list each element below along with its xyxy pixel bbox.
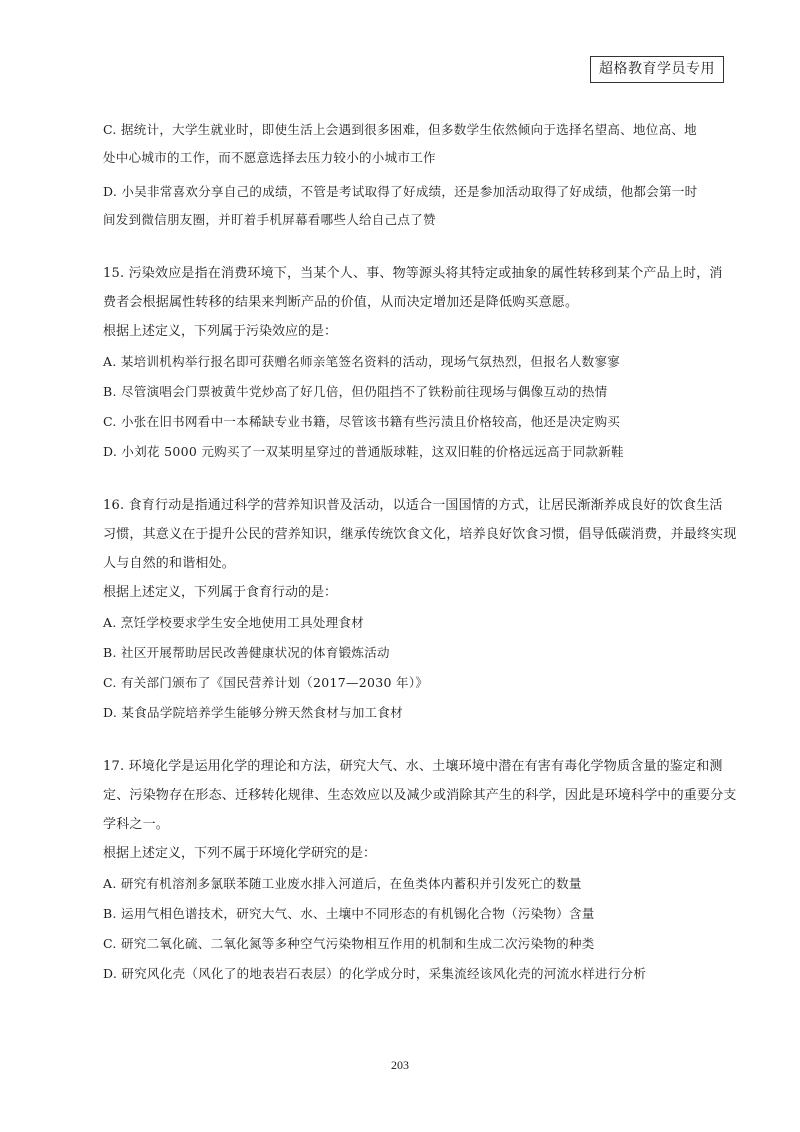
- carryover-options: [103, 120, 723, 230]
- option-line: 处中心城市的工作，而不愿意选择去压力较小的小城市工作: [103, 150, 436, 165]
- stem-line: 习惯，其意义在于提升公民的营养知识，继承传统饮食文化，培养良好饮食习惯，倡导低碳消费，并最终实现: [103, 527, 737, 542]
- option-d: D. 小刘花 5000 元购买了一双某明星穿过的普通版球鞋，这双旧鞋的价格远远高于同款新鞋: [103, 444, 624, 459]
- option-d: D. 某食品学院培养学生能够分辨天然食材与加工食材: [103, 705, 404, 720]
- stem-line: 16. 食育行动是指通过科学的营养知识普及活动，以适合一国国情的方式，让居民渐渐养成良好的饮食生活: [103, 498, 723, 513]
- option-b: B. 运用气相色谱技术，研究大气、水、土壤中不同形态的有机锡化合物（污染物）含量: [103, 906, 595, 921]
- question-16: [103, 496, 737, 723]
- stem-line: 人与自然的和谐相处。: [103, 556, 236, 571]
- question-stem: [103, 757, 737, 835]
- option-a: A. 某培训机构举行报名即可获赠名师亲笔签名资料的活动，现场气氛热烈，但报名人数寥寥: [103, 354, 621, 369]
- stem-line: 学科之一。: [103, 817, 170, 832]
- option-line: C. 据统计，大学生就业时，即使生活上会遇到很多困难，但多数学生依然倾向于选择名望高、地位高、地: [103, 122, 697, 137]
- option-a: A. 研究有机溶剂多氯联苯随工业废水排入河道后，在鱼类体内蓄积并引发死亡的数量: [103, 876, 582, 891]
- question-stem: [103, 496, 737, 574]
- option-c: C. 小张在旧书网看中一本稀缺专业书籍，尽管该书籍有些污渍且价格较高，他还是决定购买: [103, 414, 621, 429]
- question-prompt: 根据上述定义，下列属于污染效应的是：: [103, 324, 338, 339]
- page-number: 203: [391, 1058, 409, 1072]
- option-d: D. 研究风化壳（风化了的地表岩石表层）的化学成分时，采集流经该风化壳的河流水样进行分析: [103, 966, 647, 981]
- option-c: C. 有关部门颁布了《国民营养计划（2017—2030 年）》: [103, 675, 429, 690]
- stem-line: 费者会根据属性转移的结果来判断产品的价值，从而决定增加还是降低购买意愿。: [103, 295, 579, 310]
- question-prompt: 根据上述定义，下列不属于环境化学研究的是：: [103, 846, 377, 861]
- question-stem: [103, 264, 723, 313]
- stem-line: 17. 环境化学是运用化学的理论和方法，研究大气、水、土壤环境中潜在有害有毒化学物质含量的鉴定和测: [103, 759, 723, 774]
- option-line: 间发到微信朋友圈，并盯着手机屏幕看哪些人给自己点了赞: [103, 212, 436, 227]
- stem-line: 15. 污染效应是指在消费环境下，当某个人、事、物等源头将其特定或抽象的属性转移到某个产品上时，消: [103, 266, 723, 281]
- page-content: [103, 120, 737, 994]
- header-badge: 超格教育学员专用: [590, 56, 724, 83]
- stem-line: 定、污染物存在形态、迁移转化规律、生态效应以及减少或消除其产生的科学，因此是环境科学中的重要分支: [103, 788, 737, 803]
- option-c: C. 研究二氧化硫、二氧化氮等多种空气污染物相互作用的机制和生成二次污染物的种类: [103, 936, 595, 951]
- option-a: A. 烹饪学校要求学生安全地使用工具处理食材: [103, 615, 365, 630]
- question-prompt: 根据上述定义，下列属于食育行动的是：: [103, 585, 338, 600]
- option-b: B. 尽管演唱会门票被黄牛党炒高了好几倍，但仍阻挡不了铁粉前往现场与偶像互动的热情: [103, 384, 608, 399]
- question-15: [103, 264, 723, 462]
- question-17: [103, 757, 737, 984]
- option-b: B. 社区开展帮助居民改善健康状况的体育锻炼活动: [103, 645, 390, 660]
- option-line: D. 小吴非常喜欢分享自己的成绩，不管是考试取得了好成绩，还是参加活动取得了好成绩，他都会第一时: [103, 184, 698, 199]
